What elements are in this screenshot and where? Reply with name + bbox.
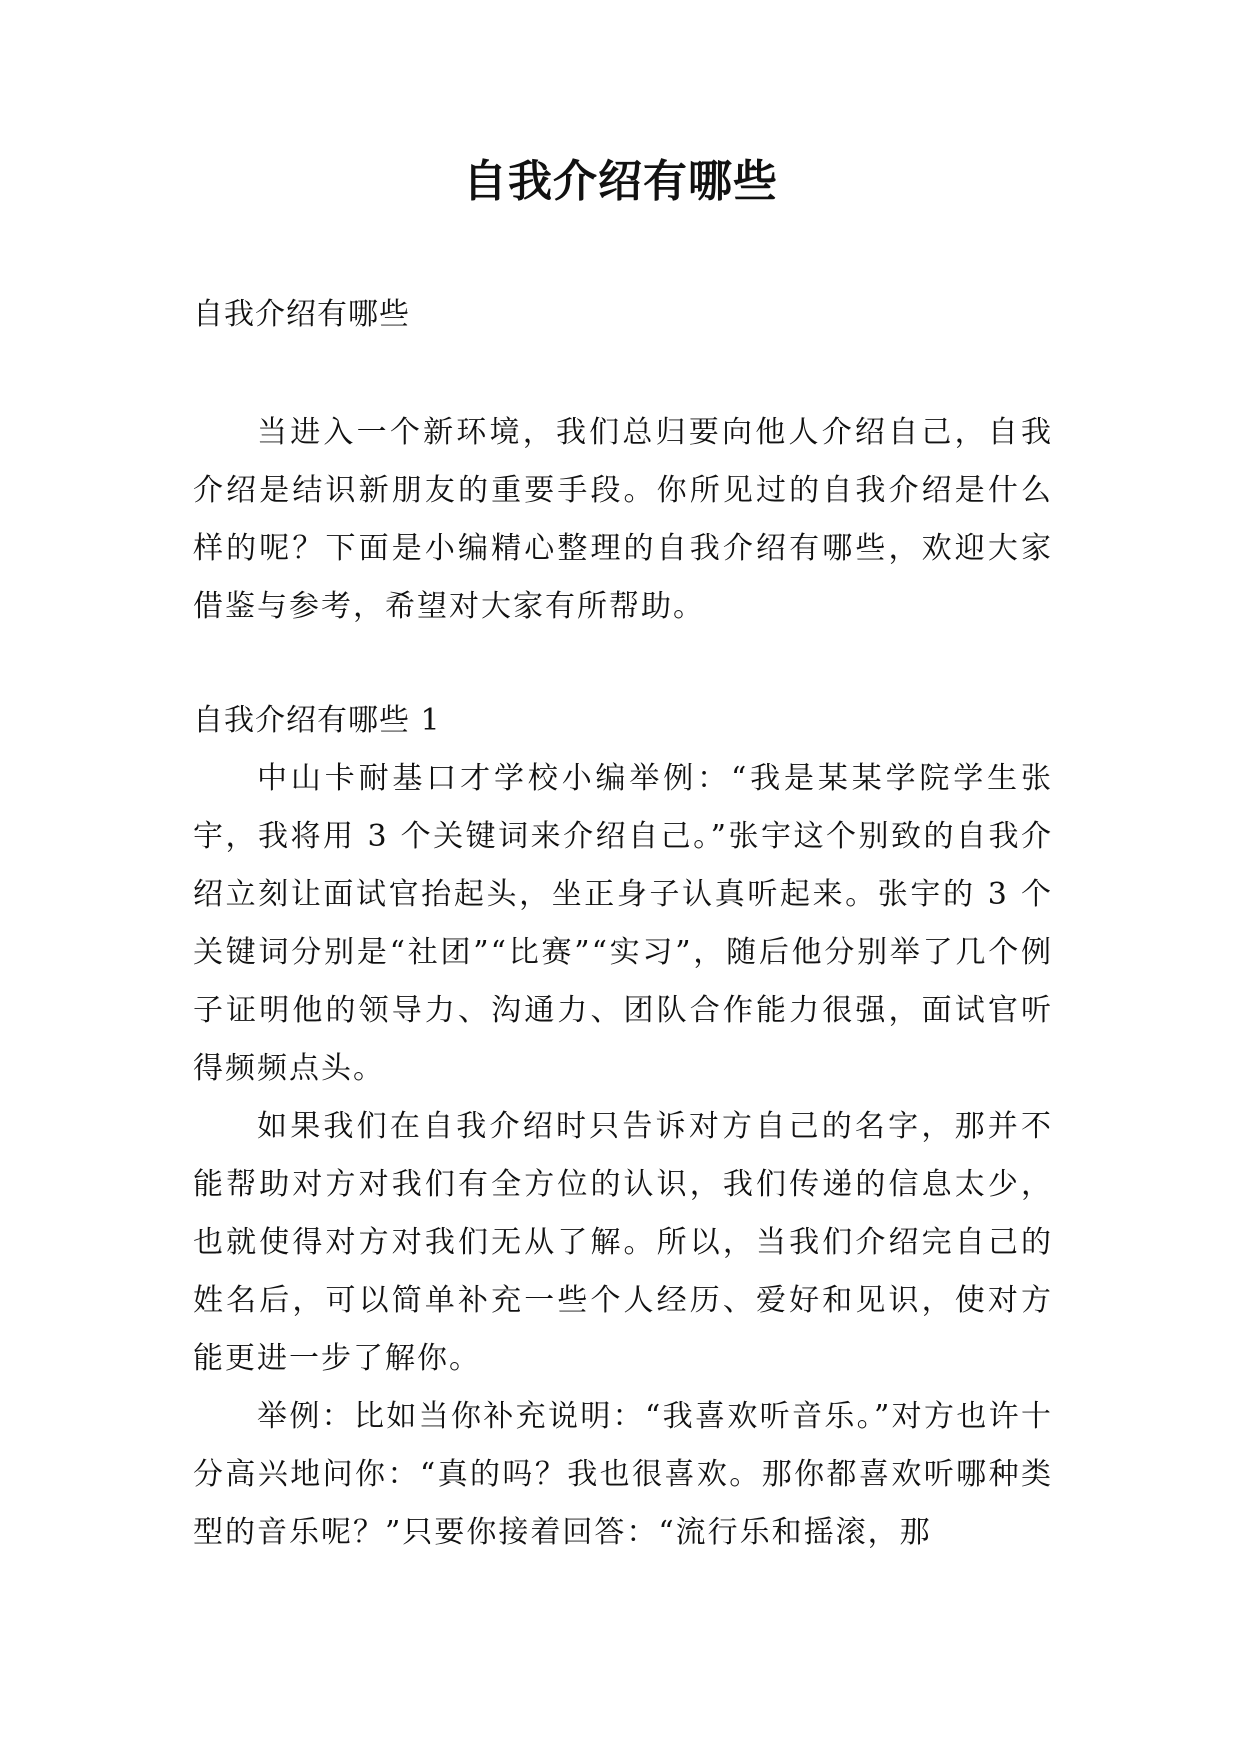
spacer [193,636,1053,692]
body-paragraph: 中山卡耐基口才学校小编举例：“我是某某学院学生张宇，我将用 3 个关键词来介绍自己。”张宇这个别致的自我介绍立刻让面试官抬起头，坐正身子认真听起来。张宇的 3 个关键词分别是“社团”“比赛”“实习”，随后他分别举了几个例子证明他的领导力、沟通力、团队合作能力很强，面试官听得频频点头。 [193,761,1053,1086]
body-paragraph: 如果我们在自我介绍时只告诉对方自己的名字，那并不能帮助对方对我们有全方位的认识，我们传递的信息太少，也就使得对方对我们无从了解。所以，当我们介绍完自己的姓名后，可以简单补充一些个人经历、爱好和见识，使对方能更进一步了解你。 [193,1109,1053,1376]
intro-paragraph: 当进入一个新环境，我们总归要向他人介绍自己，自我介绍是结识新朋友的重要手段。你所见过的自我介绍是什么样的呢？下面是小编精心整理的自我介绍有哪些，欢迎大家借鉴与参考，希望对大家有所帮助。 [193,415,1053,624]
section-heading: 自我介绍有哪些 1 [193,703,441,738]
body-paragraph: 举例：比如当你补充说明：“我喜欢听音乐。”对方也许十分高兴地问你：“真的吗？我也很喜欢。那你都喜欢听哪种类型的音乐呢？”只要你接着回答：“流行乐和摇滚，那 [193,1399,1053,1550]
spacer [193,344,1053,404]
document-title: 自我介绍有哪些 [463,156,778,207]
document-subtitle: 自我介绍有哪些 [193,297,410,332]
document-body [193,286,1053,1562]
